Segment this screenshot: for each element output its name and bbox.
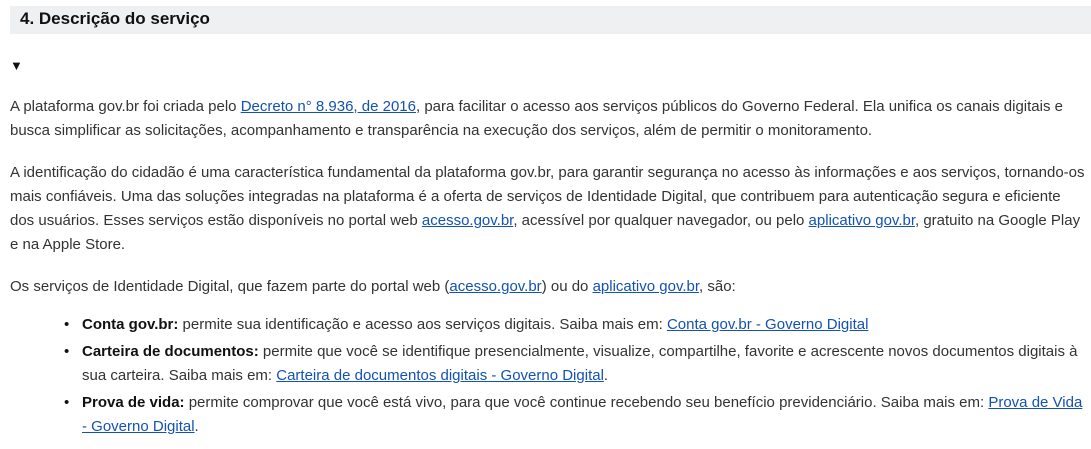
- aplicativo-gov-link[interactable]: aplicativo gov.br: [592, 278, 700, 295]
- paragraph-intro: [10, 95, 1085, 143]
- list-item-term: Prova de vida:: [82, 394, 185, 411]
- services-list: [10, 313, 1085, 439]
- section-header: [10, 6, 1091, 34]
- paragraph-text: , são:: [699, 278, 736, 295]
- list-item-prova-vida: [10, 391, 1085, 439]
- list-item-text: permite comprovar que você está vivo, para que você continue recebendo seu benefício previdenciário. Saiba mais em:: [184, 394, 989, 411]
- acesso-gov-link[interactable]: acesso.gov.br: [421, 212, 514, 229]
- list-item-text: permite que você se identifique presencialmente, visualize, compartilhe, favorite e acrescente novos documentos digitais à sua carteira. Saiba mais em:: [82, 343, 1078, 384]
- paragraph-text: , acessível por qualquer navegador, ou pelo: [513, 212, 809, 229]
- paragraph-text: Os serviços de Identidade Digital, que fazem parte do portal web (: [10, 278, 450, 295]
- list-item-carteira: [10, 340, 1085, 388]
- paragraph-text: A identificação do cidadão é uma característica fundamental da plataforma gov.br, para garantir segurança no acesso às informações e aos serviços, tornando-os mais confiáveis. Uma das soluções integradas na plataforma é a oferta de serviços de Identidade Digital, que contribuem para autenticação segura e eficiente dos usuários. Esses serviços estão disponíveis no portal web: [10, 164, 1085, 229]
- acesso-gov-link[interactable]: acesso.gov.br: [449, 278, 542, 295]
- section-title: 4. Descrição do serviço: [20, 9, 210, 28]
- carteira-link[interactable]: Carteira de documentos digitais - Governo Digital: [276, 367, 604, 384]
- list-item-text: permite sua identificação e acesso aos serviços digitais. Saiba mais em:: [178, 316, 667, 333]
- list-item-term: Conta gov.br:: [82, 316, 179, 333]
- bullet-icon: •: [64, 343, 70, 360]
- section-content: [10, 95, 1085, 442]
- prova-vida-link[interactable]: Prova de Vida - Governo Digital: [82, 394, 1083, 435]
- paragraph-text: ) ou do: [541, 278, 593, 295]
- list-item-conta-gov: [10, 313, 1085, 337]
- paragraph-services-intro: [10, 275, 1085, 299]
- conta-gov-link[interactable]: Conta gov.br - Governo Digital: [666, 316, 869, 333]
- bullet-icon: •: [64, 316, 70, 333]
- paragraph-text: , para facilitar o acesso aos serviços públicos do Governo Federal. Ela unifica os canais digitais e busca simplificar as solicitações, acompanhamento e transparência na execução dos serviços, além de permitir o monitoramento.: [10, 98, 1063, 139]
- paragraph-text: , gratuito na Google Play e na Apple Store.: [10, 212, 1081, 253]
- list-item-suffix: .: [603, 367, 609, 384]
- aplicativo-gov-link[interactable]: aplicativo gov.br: [808, 212, 915, 229]
- paragraph-identification: [10, 161, 1085, 257]
- list-item-suffix: .: [194, 418, 199, 435]
- bullet-icon: •: [64, 394, 70, 411]
- collapse-toggle-icon[interactable]: ▼: [10, 58, 23, 73]
- decreto-link[interactable]: Decreto n° 8.936, de 2016: [240, 98, 416, 115]
- paragraph-text: A plataforma gov.br foi criada pelo: [10, 98, 241, 115]
- list-item-term: Carteira de documentos:: [82, 343, 259, 360]
